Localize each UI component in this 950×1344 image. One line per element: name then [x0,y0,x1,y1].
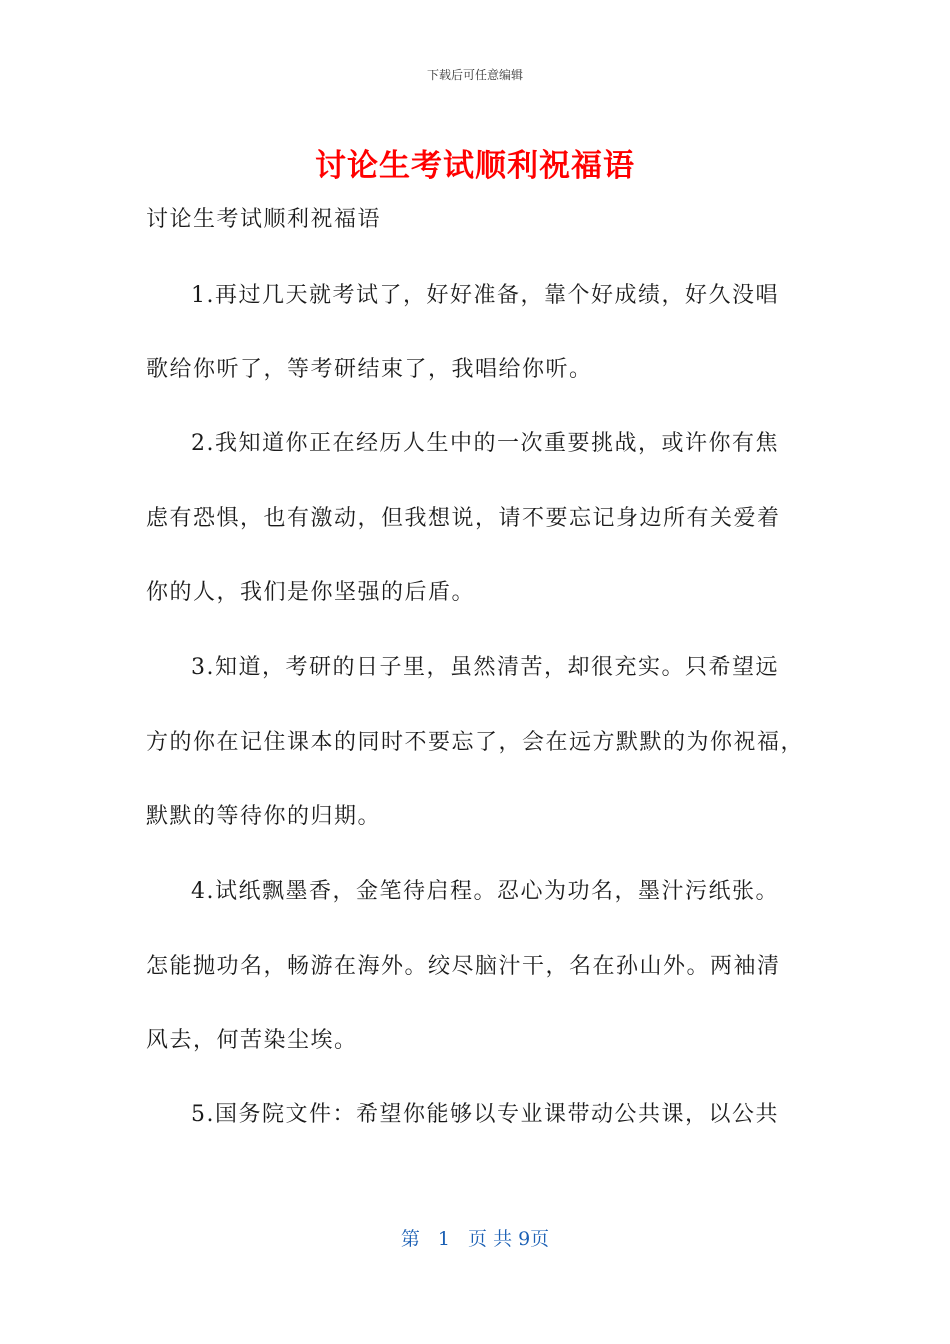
footer-prefix: 第 [400,1228,420,1250]
paragraph-line: 怎能抛功名，畅游在海外。绞尽脑汁干，名在孙山外。两袖清 [146,954,781,979]
paragraph-line: 2.我知道你正在经历人生中的一次重要挑战，或许你有焦 [191,431,779,456]
paragraph-line: 虑有恐惧，也有激动，但我想说，请不要忘记身边所有关爱着 [146,506,781,531]
document-subtitle: 讨论生考试顺利祝福语 [146,207,382,232]
document-title: 讨论生考试顺利祝福语 [315,148,635,184]
paragraph-line: 方的你在记住课本的同时不要忘了，会在远方默默的为你祝福， [146,730,805,755]
header-note: 下载后可任意编辑 [426,68,523,82]
paragraph-line: 默默的等待你的归期。 [146,804,382,829]
paragraph-line: 3.知道，考研的日子里，虽然清苦，却很充实。只希望远 [191,655,779,680]
paragraph-line: 歌给你听了，等考研结束了，我唱给你听。 [146,357,593,382]
footer-total-pages: 9页 [518,1228,550,1250]
paragraph-line: 4.试纸飘墨香，金笔待启程。忍心为功名，墨汁污纸张。 [191,879,779,904]
footer-middle: 页 共 [468,1228,513,1250]
paragraph-line: 5.国务院文件：希望你能够以专业课带动公共课，以公共 [191,1102,779,1127]
footer-page-number: 1 [437,1228,450,1250]
page-footer [0,1226,950,1252]
paragraph-line: 风去，何苦染尘埃。 [146,1028,358,1053]
paragraph-line: 你的人，我们是你坚强的后盾。 [146,580,476,605]
paragraph-line: 1.再过几天就考试了，好好准备，靠个好成绩，好久没唱 [191,283,779,308]
